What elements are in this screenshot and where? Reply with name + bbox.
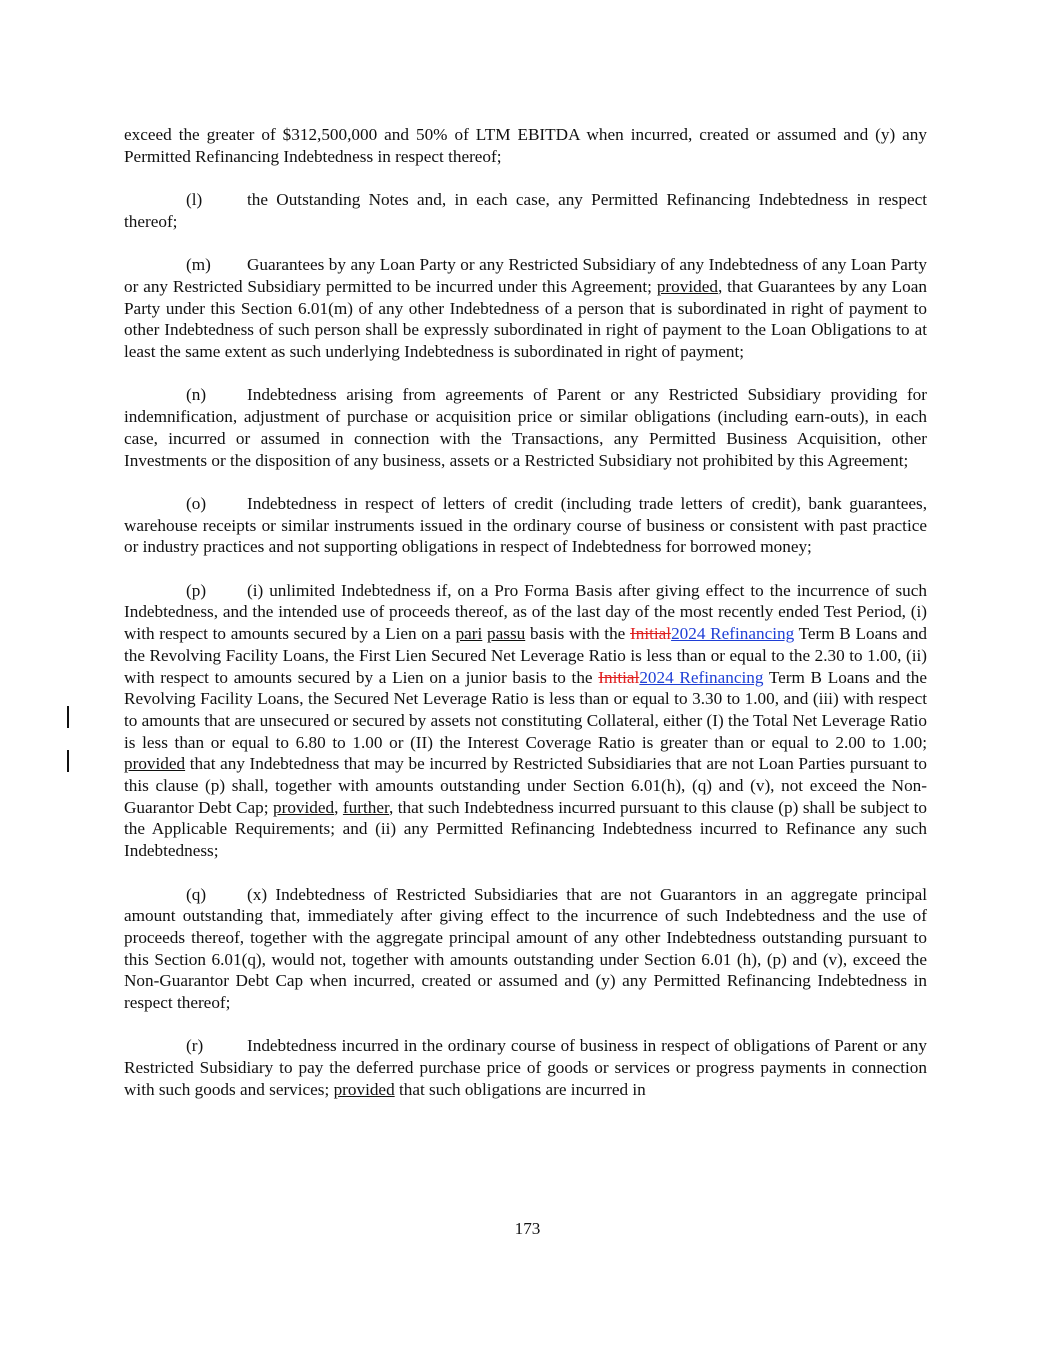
passu-term: passu — [487, 624, 526, 644]
deleted-text: Initial — [630, 624, 672, 644]
clause-text: Indebtedness incurred in the ordinary course of business in respect of obligations of Parent or any Restricted Subsidiary to pay the deferred purchase price of goods or services or progress payments in connection with such goods and services; — [124, 1036, 927, 1099]
paragraph-continuation — [124, 124, 927, 167]
clause-text: basis with the — [525, 624, 631, 644]
clause-text: that such obligations are incurred in — [394, 1079, 646, 1099]
pari-term: pari — [455, 624, 483, 644]
clause-label: (p) — [186, 580, 207, 600]
change-bar-1 — [67, 706, 69, 728]
provided-term: provided — [124, 754, 186, 774]
change-bar-2 — [67, 750, 69, 772]
clause-text: Indebtedness arising from agreements of Parent or any Restricted Subsidiary providing for indemnification, adjustment of purchase or acquisition price or similar obligations (including earn-outs), in each case, incurred or assumed in connection with the Transactions, any Permitted Business Acquisition, other Investments or the disposition of any business, assets or a Restricted Subsidiary not prohibited by this Agreement; — [124, 385, 927, 470]
clause-label: (r) — [186, 1036, 204, 1056]
provided-term: provided — [656, 276, 718, 296]
clause-text: Indebtedness in respect of letters of credit (including trade letters of credit), bank guarantees, warehouse receipts or similar instruments issued in the ordinary course of business or consistent with past practice or industry practices and not supporting obligations in respect of Indebtedness for borrowed money; — [124, 493, 927, 557]
clause-text: Guarantees by any Loan Party or any Restricted Subsidiary of any Indebtedness of any Loan Party or any Restricted Subsidiary permitted to be incurred under this Agreement; — [124, 255, 927, 296]
clause-q — [124, 884, 927, 1014]
clause-l — [124, 189, 927, 232]
clause-n — [124, 384, 927, 471]
clause-text: , that Guarantees by any Loan Party under this Section 6.01(m) of any other Indebtedness of a person that is subordinated in right of payment to other Indebtedness of such person shall be expressly subordinated in right of payment to the Loan Obligations to at least the same extent as such underlying Indebtedness is subordinated in right of payment; — [124, 276, 927, 361]
provided-term: provided — [333, 1079, 395, 1099]
inserted-text: 2024 Refinancing — [639, 667, 764, 687]
clause-text: (i) unlimited Indebtedness if, on a Pro Forma Basis after giving effect to the incurrence of such Indebtedness, and the intended use of proceeds thereof, as of the last day of the most recently ended Test Period, (i) with respect to amounts secured by a Lien on a — [124, 580, 927, 644]
clause-o — [124, 493, 927, 558]
document-page — [124, 124, 927, 1122]
clause-text: the Outstanding Notes and, in each case, any Permitted Refinancing Indebtedness in respect thereof; — [124, 190, 927, 231]
clause-text: , that such Indebtedness incurred pursuant to this clause (p) shall be subject to the Applicable Requirements; and (ii) any Permitted Refinancing Indebtedness incurred to Refinance any such Indebtedness; — [124, 797, 928, 861]
clause-text: Term B Loans and the Revolving Facility Loans, the First Lien Secured Net Leverage Ratio is less than or equal to the 2.30 to 1.00, (ii) with respect to amounts secured by a Lien on a junior basis to the — [124, 624, 928, 687]
clause-label: (m) — [186, 255, 211, 275]
deleted-text: Initial — [598, 667, 640, 687]
paragraph-text: exceed the greater of $312,500,000 and 50% of LTM EBITDA when incurred, created or assumed and (y) any Permitted Refinancing Indebtedness in respect thereof; — [124, 125, 927, 166]
clause-text: (x) Indebtedness of Restricted Subsidiaries that are not Guarantors in an aggregate principal amount outstanding that, immediately after giving effect to the incurrence of such Indebtedness and the use of proceeds thereof, together with the aggregate principal amount of any other Indebtedness outstanding pursuant to this Section 6.01(q), would not, together with amounts outstanding under Section 6.01 (h), (p) and (v), exceed the Non-Guarantor Debt Cap when incurred, created or assumed and (y) any Permitted Refinancing Indebtedness in respect thereof; — [124, 884, 927, 1013]
further-term: further — [342, 797, 389, 817]
clause-label: (o) — [186, 493, 207, 513]
inserted-text: 2024 Refinancing — [671, 624, 795, 644]
clause-r — [124, 1035, 927, 1100]
clause-label: (l) — [186, 190, 203, 210]
clause-p: (p) (i) unlimited Indebtedness if, on a Pro Forma Basis after giving effect to the incurrence of such Indebtedness, and the intended use of proceeds thereof, as of the last day of the most recently ended Test Period, (i) with respect to amounts secured by a Lien on a pari passu basis with the Initial2024 Refinancing Term B Loans and the Revolving Facility Loans, the First Lien Secured Net Leverage Ratio is less than or equal to the 2.30 to 1.00, (ii) with respect to amounts secured by a Lien on a junior basis to the Initial2024 Refinancing Term B Loans and the Revolving Facility Loans, the Secured Net Leverage Ratio is less than or equal to 3.30 to 1.00, and (iii) with respect to amounts that are unsecured or secured by assets not constituting Collateral, either (I) the Total Net Leverage Ratio is less than or equal to 6.80 to 1.00 or (II) the Interest Coverage Ratio is greater than or equal to 2.00 to 1.00; provided that any Indebtedness that may be incurred by Restricted Subsidiaries that are not Loan Parties pursuant to this clause (p) shall, together with amounts outstanding under Section 6.01(h), (q) and (v), not exceed the Non-Guarantor Debt Cap; provided, further, that such Indebtedness incurred pursuant to this clause (p) shall be subject to the Applicable Requirements; and (ii) any Permitted Refinancing Indebtedness incurred to Refinance any such Indebtedness; — [124, 580, 928, 861]
clause-m — [124, 254, 927, 363]
clause-text: Term B Loans and the Revolving Facility Loans, the Secured Net Leverage Ratio is less than or equal to 3.30 to 1.00, and (iii) with respect to amounts that are unsecured or secured by assets not constituting Collateral, either (I) the Total Net Leverage Ratio is less than or equal to 6.80 to 1.00 or (II) the Interest Coverage Ratio is greater than or equal to 2.00 to 1.00; — [124, 667, 927, 752]
page-number: 173 — [514, 1219, 541, 1238]
clause-label: (n) — [186, 385, 207, 405]
clause-text: that any Indebtedness that may be incurred by Restricted Subsidiaries that are not Loan Parties pursuant to this clause (p) shall, together with amounts outstanding under Section 6.01(h), (q) and (v), not exceed the Non-Guarantor Debt Cap; — [124, 754, 927, 817]
clause-label: (q) — [186, 884, 207, 904]
provided-term: provided — [273, 797, 335, 817]
